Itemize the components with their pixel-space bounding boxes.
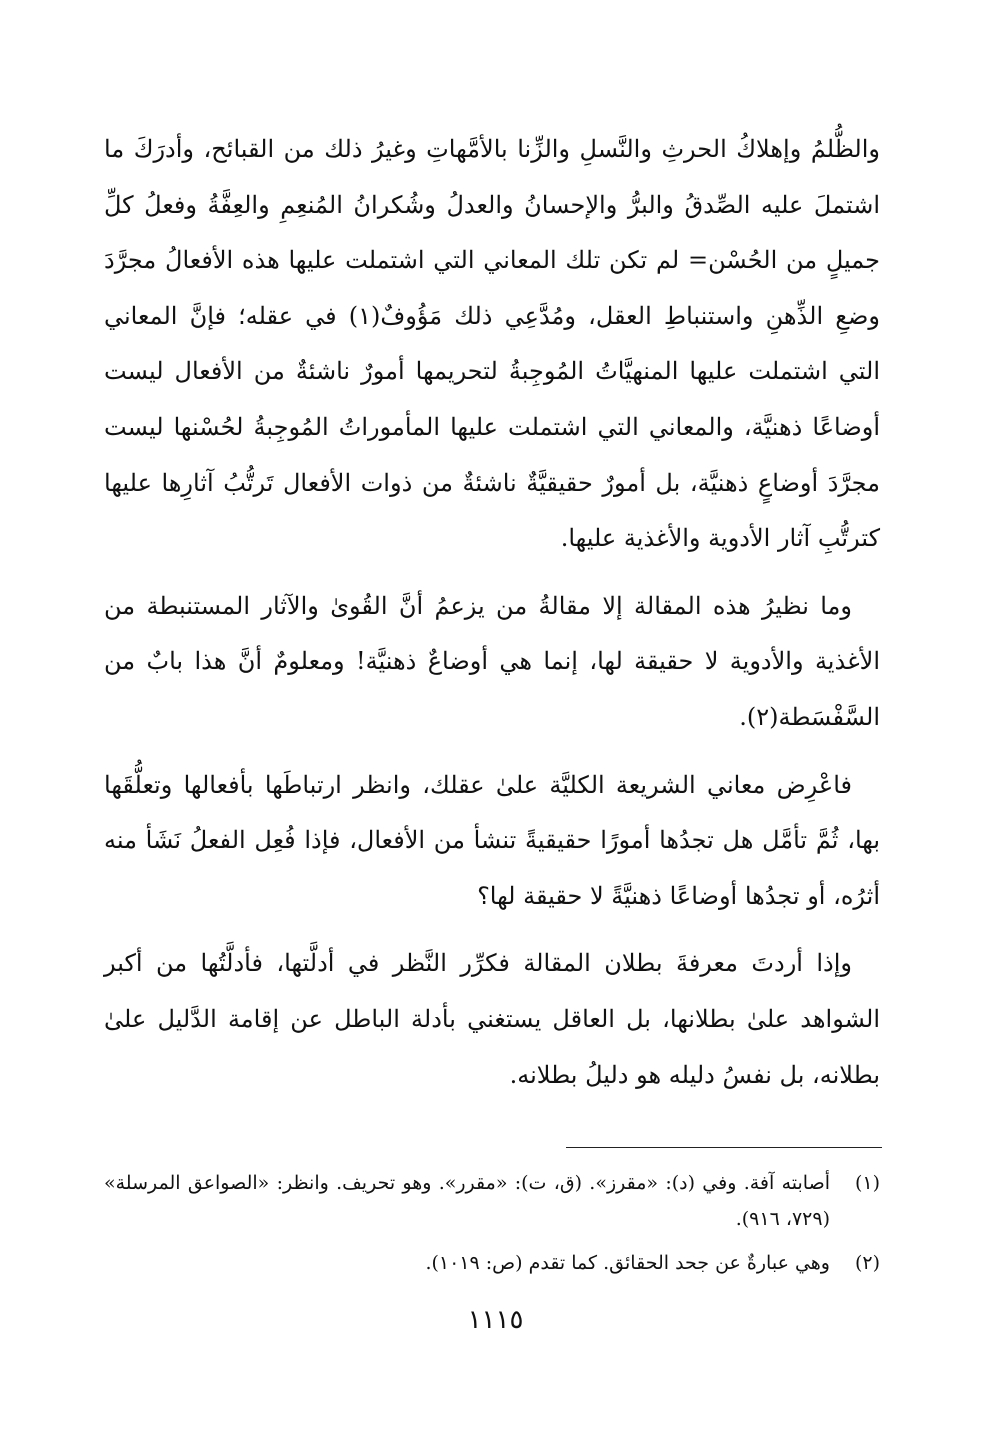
footnote — [104, 1245, 880, 1281]
paragraph: وإذا أردتَ معرفةَ بطلان المقالة فكرِّر النَّظر في أدلَّتها، فأدلَّتُها من أكبر الشواهد علىٰ بطلانها، بل العاقل يستغني بأدلة الباطل عن إقامة الدَّليل علىٰ بطلانه، بل نفسُ دليله هو دليلُ بطلانه. — [104, 949, 880, 1089]
footnote-number: (١) — [854, 1172, 880, 1194]
footnotes — [104, 1165, 880, 1281]
main-text — [104, 122, 880, 1103]
footnote-number: (٢) — [854, 1252, 880, 1274]
paragraph: وما نظيرُ هذه المقالة إلا مقالةُ من يزعمُ أنَّ القُوىٰ والآثار المستنبطة من الأغذية والأدوية لا حقيقة لها، إنما هي أوضاعٌ ذهنيَّة! ومعلومٌ أنَّ هذا بابٌ من السَّفْسَطة(٢). — [104, 591, 880, 731]
footnote-text: وهي عبارةٌ عن جحد الحقائق. كما تقدم (ص: ١٠١٩). — [425, 1252, 830, 1274]
footnote-separator — [566, 1147, 882, 1148]
paragraph: فاعْرِض معاني الشريعة الكليَّة علىٰ عقلك، وانظر ارتباطَها بأفعالها وتعلُّقَها بها، ثُمَّ تأمَّل هل تجدُها أمورًا حقيقيةً تنشأ من الأفعال، فإذا فُعِل الفعلُ نَشَأ منه أثرُه، أو تجدُها أوضاعًا ذهنيَّةً لا حقيقة لها؟ — [104, 770, 880, 910]
paragraph: والظُّلمُ وإهلاكُ الحرثِ والنَّسلِ والزِّنا بالأمَّهاتِ وغيرُ ذلك من القبائح، وأدرَكَ ما اشتملَ عليه الصِّدقُ والبرُّ والإحسانُ والعدلُ وشُكرانُ المُنعِمِ والعِفَّةُ وفعلُ كلِّ جميلٍ من الحُسْن= لم تكن تلك المعاني التي اشتملت عليها هذه الأفعالُ مجرَّدَ وضعِ الذِّهنِ واستنباطِ العقل، ومُدَّعِي ذلك مَؤُوفٌ(١) في عقله؛ فإنَّ المعاني التي اشتملت عليها المنهيَّاتُ المُوجِبةُ لتحريمها أمورٌ ناشئةٌ من الأفعال ليست أوضاعًا ذهنيَّة، والمعاني التي اشتملت عليها المأموراتُ المُوجِبةُ لحُسْنها ليست مجرَّدَ أوضاعٍ ذهنيَّة، بل أمورٌ حقيقيَّةٌ ناشئةٌ من ذوات الأفعال تَرتُّبُ آثارِها عليها كترتُّبِ آثار الأدوية والأغذية عليها. — [104, 135, 880, 553]
footnote — [104, 1165, 880, 1237]
footnote-text: أصابته آفة. وفي (د): «مقرز». (ق، ت): «مقرر». وهو تحريف. وانظر: «الصواعق المرسلة» (٧٢٩، ٩١٦). — [104, 1172, 830, 1230]
page-number: ١١١٥ — [467, 1305, 524, 1335]
